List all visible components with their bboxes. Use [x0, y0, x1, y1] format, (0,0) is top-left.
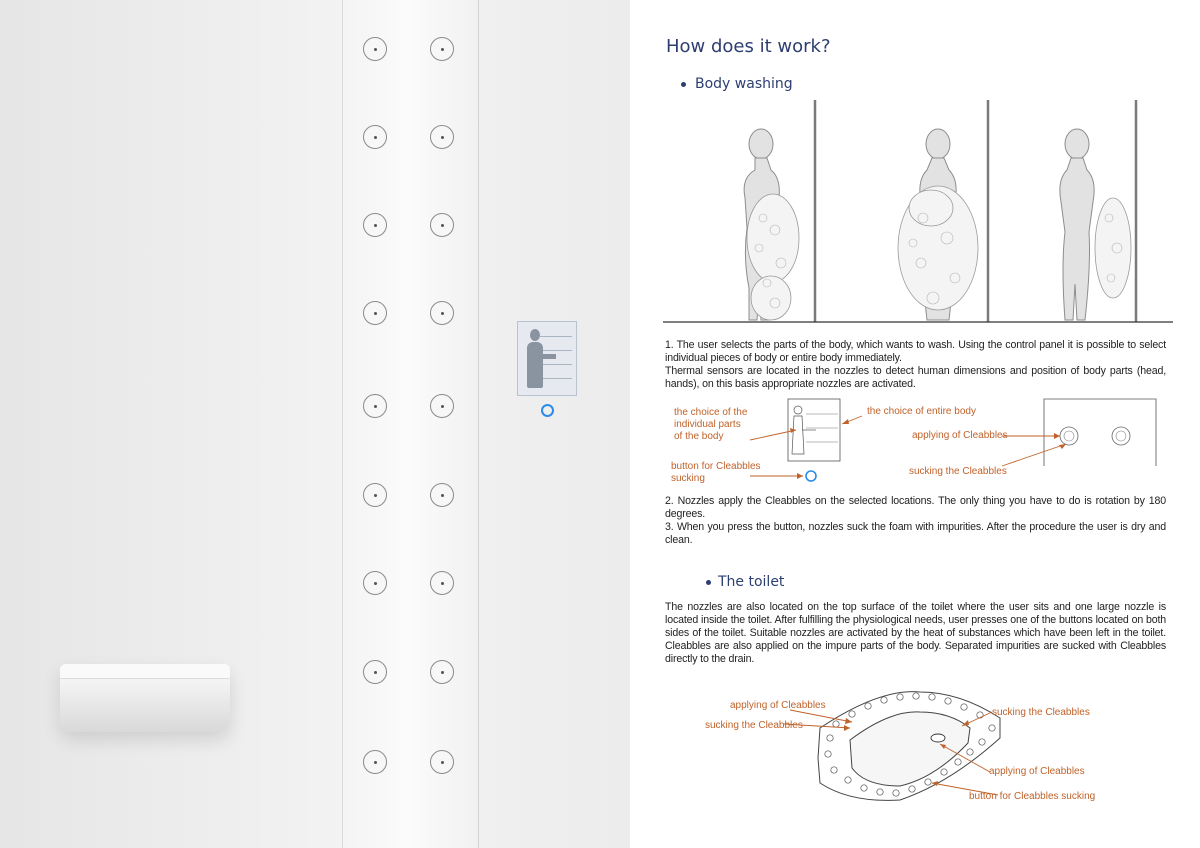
nozzle-icon: [363, 394, 387, 418]
toilet-nozzle-icon: [925, 779, 931, 785]
toilet-nozzle-icon: [825, 751, 831, 757]
nozzle-icon: [363, 750, 387, 774]
toilet-nozzle-icon: [945, 698, 951, 704]
bullet-icon: [706, 580, 711, 585]
sucking-button: [541, 404, 554, 417]
document-page: [630, 0, 1200, 848]
label-sucking-wall: sucking the Cleabbles: [909, 466, 1007, 477]
label-entire-body: the choice of entire body: [867, 406, 976, 417]
nozzle-icon: [363, 213, 387, 237]
nozzle-icon: [363, 301, 387, 325]
nozzle-icon: [430, 660, 454, 684]
toilet-nozzle-icon: [913, 693, 919, 699]
toilet-nozzle-icon: [827, 735, 833, 741]
toilet-nozzle-icon: [961, 704, 967, 710]
toilet-nozzle-icon: [881, 697, 887, 703]
nozzle-icon: [430, 394, 454, 418]
label-toilet-applying-left: applying of Cleabbles: [730, 700, 826, 711]
toilet-nozzle-icon: [831, 767, 837, 773]
toilet-description: The nozzles are also located on the top surface of the toilet where the user sits and one large nozzle is located inside the toilet. After fulfilling the physiological needs, user presses one of the buttons located on both sides of the toilet. Suitable nozzles are activated by the heat of substances which have been left in the toilet. Cleabbles are also applied on the impure parts of the body. Separated impurities are sucked with Cleabbles directly to the drain.: [665, 601, 1166, 665]
toilet-nozzle-icon: [909, 786, 915, 792]
toilet-nozzle-icon: [897, 694, 903, 700]
bullet-icon: [681, 82, 686, 87]
toilet-nozzle-icon: [941, 769, 947, 775]
label-applying-wall: applying of Cleabbles: [912, 430, 1008, 441]
toilet-nozzle-icon: [967, 749, 973, 755]
silhouette-figure-3: [1060, 129, 1094, 320]
control-panel: [517, 321, 577, 396]
nozzle-icon: [430, 571, 454, 595]
panel-arm-icon: [540, 354, 556, 359]
body-washing-step-1: 1. The user selects the parts of the body, which wants to wash. Using the control panel it is possible to select individual pieces of body or entire body immediately.: [665, 339, 1166, 364]
nozzle-icon: [430, 483, 454, 507]
toilet-nozzle-icon: [865, 703, 871, 709]
body-washing-illustration: [663, 98, 1173, 328]
nozzle-icon: [363, 571, 387, 595]
page-title: How does it work?: [666, 36, 831, 57]
label-toilet-sucking-right: sucking the Cleabbles: [992, 707, 1090, 718]
toilet-nozzle-icon: [833, 721, 839, 727]
nozzle-icon: [430, 125, 454, 149]
nozzle-icon: [363, 125, 387, 149]
section-heading-toilet: The toilet: [718, 574, 785, 590]
toilet-nozzle-icon: [955, 759, 961, 765]
toilet-nozzle-icon: [989, 725, 995, 731]
thermal-sensors-text: Thermal sensors are located in the nozzles to detect human dimensions and position of body parts (head, hands), on this basis appropriate nozzles are activated.: [665, 365, 1166, 390]
panel-head-icon: [530, 329, 540, 341]
toilet-nozzle-icon: [893, 790, 899, 796]
toilet-nozzle-icon: [861, 785, 867, 791]
toilet-nozzle-icon: [845, 777, 851, 783]
panel-body-icon: [527, 342, 543, 388]
nozzle-icon: [430, 213, 454, 237]
nozzle-column: [342, 0, 479, 848]
label-toilet-applying-right: applying of Cleabbles: [989, 766, 1085, 777]
nozzle-icon: [363, 37, 387, 61]
body-washing-step-2: 2. Nozzles apply the Cleabbles on the selected locations. The only thing you have to do is rotation by 180 degrees.: [665, 495, 1166, 520]
section-heading-body-washing: Body washing: [695, 76, 793, 92]
nozzle-icon: [430, 37, 454, 61]
toilet-nozzle-icon: [979, 739, 985, 745]
label-button-sucking: button for Cleabbles sucking: [671, 461, 761, 484]
wall-shelf: [60, 664, 230, 732]
nozzle-icon: [363, 660, 387, 684]
toilet-nozzle-icon: [929, 694, 935, 700]
body-washing-step-3: 3. When you press the button, nozzles suck the foam with impurities. After the procedure the user is dry and clean.: [665, 521, 1166, 546]
label-individual-parts: the choice of the individual parts of the body: [674, 407, 748, 442]
toilet-nozzle-icon: [877, 789, 883, 795]
nozzle-icon: [430, 301, 454, 325]
nozzle-icon: [363, 483, 387, 507]
nozzle-icon: [430, 750, 454, 774]
label-toilet-sucking-left: sucking the Cleabbles: [705, 720, 803, 731]
label-toilet-button-sucking: button for Cleabbles sucking: [969, 791, 1096, 802]
toilet-nozzle-icon: [849, 711, 855, 717]
